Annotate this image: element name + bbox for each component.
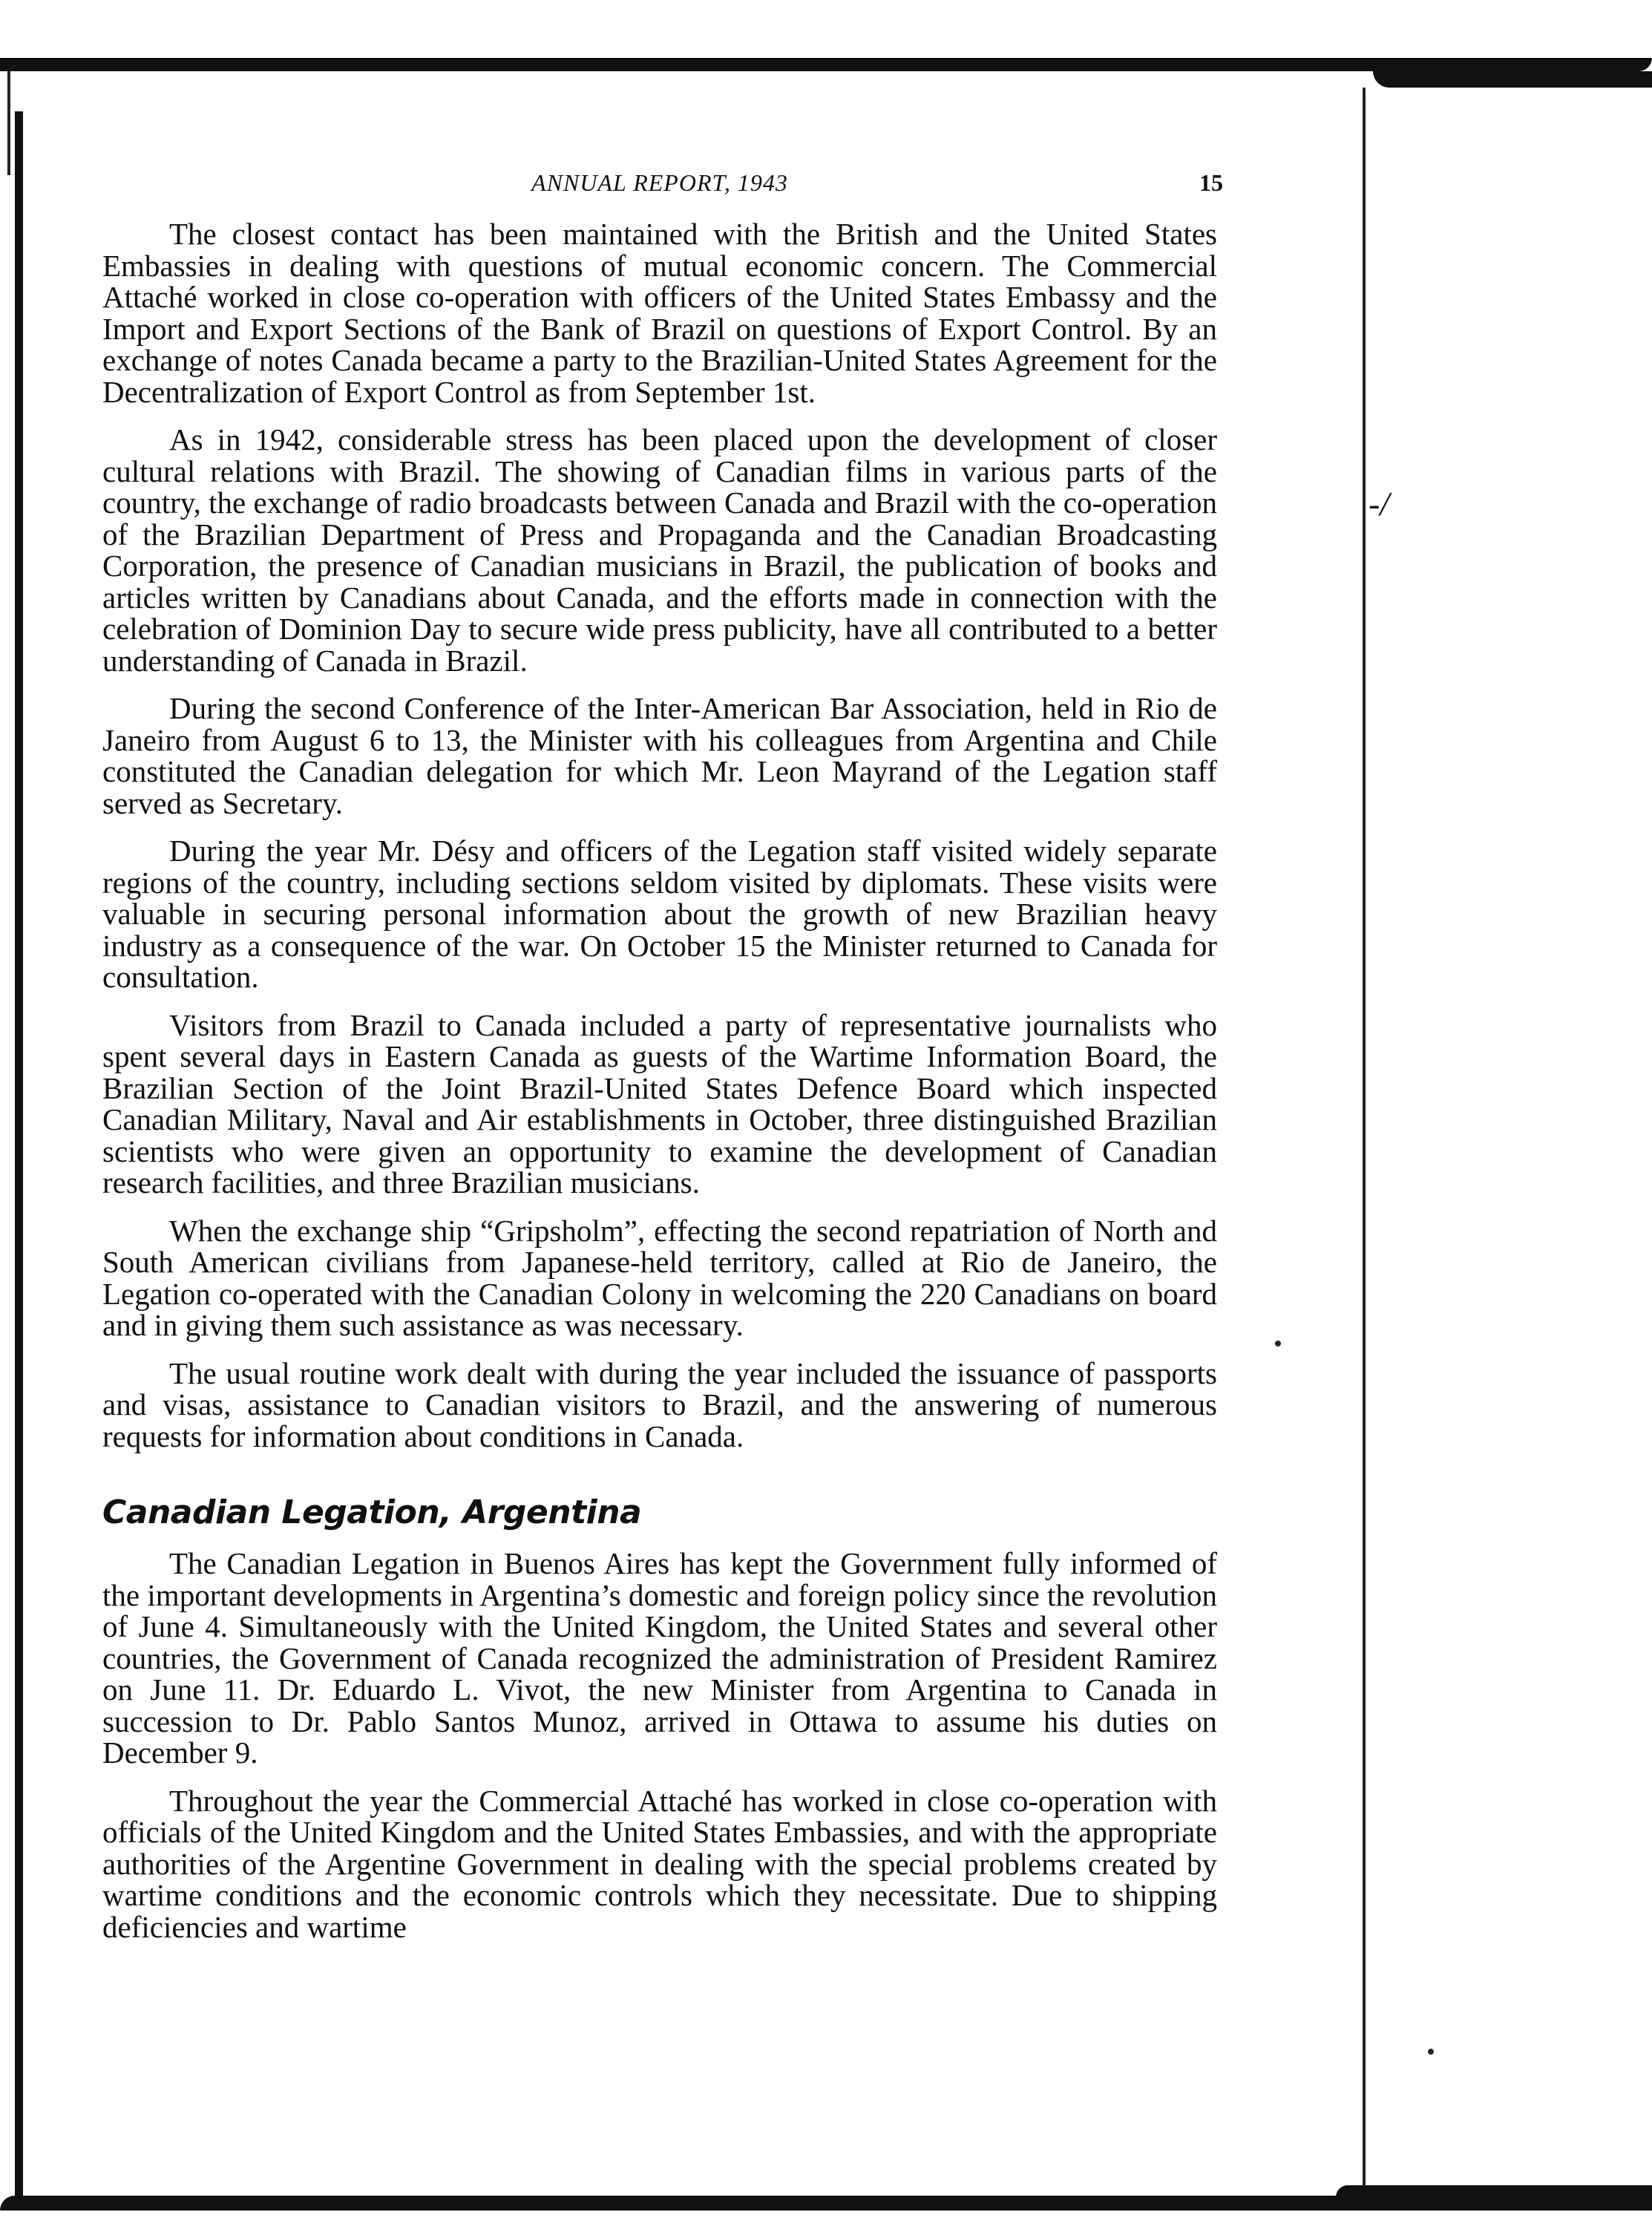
margin-mark: -/ bbox=[1369, 485, 1390, 523]
paragraph: Throughout the year the Commercial Attaché has worked in close co-operation with officials of the United Kingdom and the United States Embassies, and with the appropriate authorities of the Argentine Government in dealing with the special problems created by wartime conditions and the economic controls which they necessitate. Due to shipping deficiencies and wartime bbox=[102, 1783, 1217, 1944]
page-frame-top-edge bbox=[1373, 71, 1652, 88]
page-number: 15 bbox=[1199, 169, 1223, 196]
section-heading: Canadian Legation, Argentina bbox=[102, 1493, 642, 1531]
paragraph: Visitors from Brazil to Canada included a party of representative journalists who spent several days in Eastern Canada as guests of the Wartime Information Board, the Brazilian Section of the Joint Brazil-United States Defence Board which inspected Canadian Military, Naval and Air establishments in October, three distinguished Brazilian scientists who were given an opportunity to examine the development of Canadian research facilities, and three Brazilian musicians. bbox=[102, 1007, 1217, 1200]
page-frame-top bbox=[0, 58, 1652, 71]
paragraph: As in 1942, considerable stress has been placed upon the development of closer cultural relations with Brazil. The showing of Canadian films in various parts of the country, the exchange of radio broadcasts between Canada and Brazil with the co-operation of the Brazilian Department of Press and Propaganda and the Canadian Broadcasting Corporation, the presence of Canadian musicians in Brazil, the publication of books and articles written by Canadians about Canada, and the efforts made in connection with the celebration of Dominion Day to secure wide press publicity, have all contributed to a better understanding of Canada in Brazil. bbox=[102, 422, 1217, 678]
paragraph: The usual routine work dealt with during the year included the issuance of passports and visas, assistance to Canadian visitors to Brazil, and the answering of numerous requests for information about conditions in Canada. bbox=[102, 1355, 1217, 1453]
margin-speck bbox=[1275, 1341, 1281, 1346]
paragraph: The closest contact has been maintained with the British and the United States Embassies in dealing with questions of mutual economic concern. The Commercial Attaché worked in close co-operation with officers of the United States Embassy and the Import and Export Sections of the Bank of Brazil on questions of Export Control. By an exchange of notes Canada became a party to the Brazilian-United States Agreement for the Decentralization of Export Control as from September 1st. bbox=[102, 217, 1217, 409]
running-header bbox=[102, 169, 1223, 208]
paragraph: During the second Conference of the Inter-American Bar Association, held in Rio de Janeiro from August 6 to 13, the Minister with his colleagues from Argentina and Chile constituted the Canadian delegation for which Mr. Leon Mayrand of the Legation staff served as Secretary. bbox=[102, 691, 1217, 820]
page-frame-left bbox=[15, 111, 23, 2197]
page-frame-right bbox=[1363, 88, 1366, 2188]
page-frame-bottom bbox=[0, 2196, 1652, 2211]
page-frame-left-edge bbox=[7, 71, 10, 175]
margin-speck bbox=[1428, 2049, 1434, 2055]
paragraph: The Canadian Legation in Buenos Aires has kept the Government fully informed of the important developments in Argentina’s domestic and foreign policy since the revolution of June 4. Simultaneously with the United Kingdom, the United States and several other countries, the Government of Canada recognized the administration of President Ramirez on June 11. Dr. Eduardo L. Vivot, the new Minister from Argentina to Canada in succession to Dr. Pablo Santos Munoz, arrived in Ottawa to assume his duties on December 9. bbox=[102, 1546, 1217, 1770]
paragraph: During the year Mr. Désy and officers of the Legation staff visited widely separate regions of the country, including sections seldom visited by diplomats. These visits were valuable in securing personal information about the growth of new Brazilian heavy industry as a consequence of the war. On October 15 the Minister returned to Canada for consultation. bbox=[102, 834, 1217, 994]
paragraph: When the exchange ship “Gripsholm”, effecting the second repatriation of North and South American civilians from Japanese-held territory, called at Rio de Janeiro, the Legation co-operated with the Canadian Colony in welcoming the 220 Canadians on board and in giving them such assistance as was necessary. bbox=[102, 1213, 1217, 1342]
running-title: ANNUAL REPORT, 1943 bbox=[531, 169, 788, 196]
document-page bbox=[102, 169, 1223, 1959]
